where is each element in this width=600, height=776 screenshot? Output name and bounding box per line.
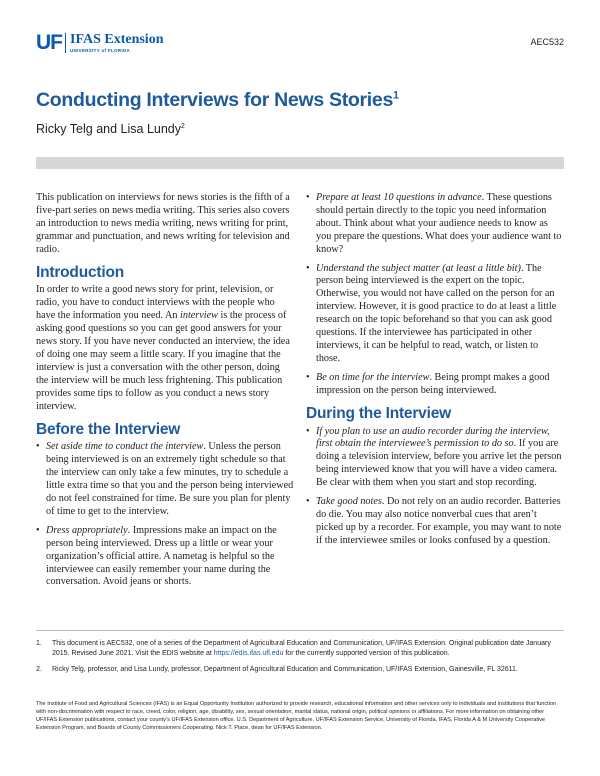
footnote-text: Ricky Telg, professor, and Lisa Lundy, professor, Department of Agricultural Education and Communication, UF/IFAS Extension, Gainesville, FL 32611. xyxy=(52,666,518,673)
list-item-lead: Take good notes xyxy=(316,496,382,508)
authors-text: Ricky Telg and Lisa Lundy xyxy=(36,122,181,136)
list-item-text: . If you are doing a television interview, before you arrive let the person being interviewed know that you will have a video camera. Be clear with them when you start and stop recording. xyxy=(316,438,562,489)
logo-university: UNIVERSITY of FLORIDA xyxy=(70,48,130,53)
list-item-text: . Unless the person being interviewed is on an extremely tight schedule so that the interview can only take a few minutes, try to schedule a little extra time so that you and the person being interviewed do not feel constrained for time. Be sure you plan for plenty of time to get to the interview. xyxy=(46,441,294,517)
during-interview-heading: During the Interview xyxy=(306,404,451,422)
list-item xyxy=(306,192,564,257)
list-item xyxy=(36,525,294,590)
list-item xyxy=(306,372,564,398)
during-interview-list xyxy=(306,426,564,548)
list-item-lead: If you plan to use an audio recorder during the interview, first obtain the interviewee’s permission to do so xyxy=(316,425,550,450)
authors-footnote-ref[interactable]: 2 xyxy=(181,122,185,130)
footnote-text: for the currently supported version of this publication. xyxy=(283,650,450,657)
footnote-1 xyxy=(36,639,564,659)
introduction-term-interview: interview xyxy=(180,310,218,322)
intro-paragraph: This publication on interviews for news stories is the fifth of a five-part series on news media writing. This series also covers an introduction to news media writing, news writing for print, grammar and punctuation, and news writing for television and radio. xyxy=(36,192,290,255)
list-item-text: . These questions should pertain directly to the topic you need information about. Think about what your audience needs to know as you prepare the questions. What does your audience want to know? xyxy=(316,192,562,255)
logo-uf: UF xyxy=(36,31,62,54)
introduction-heading: Introduction xyxy=(36,263,124,281)
logo-divider xyxy=(65,33,66,53)
document-code: AEC532 xyxy=(530,37,564,47)
footnote-divider xyxy=(36,630,564,631)
list-item-lead: Understand the subject matter (at least a little bit) xyxy=(316,262,521,274)
footnote-number: 1. xyxy=(36,640,42,647)
list-item xyxy=(306,496,564,548)
footnote-text: This document is AEC532, one of a series of the Department of Agricultural Education and Communication, UF/IFAS Extension. Original publication date January 2015. Revised June 2021. Visit the EDIS website at xyxy=(52,640,551,657)
introduction-paragraph xyxy=(36,284,294,413)
list-item-text: . The person being interviewed is the expert on the topic. Otherwise, you would not have called on the person for an interview. However, it is good practice to do at least a little research on the topic beforehand so that you can ask good questions. If the interviewee has participated in other interviews, it can be helpful to read, watch, or listen to those. xyxy=(316,262,557,364)
footnotes xyxy=(36,639,564,681)
edis-website-link[interactable]: https://edis.ifas.ufl.edu xyxy=(213,650,284,657)
list-item-lead: Set aside time to conduct the interview xyxy=(46,441,204,453)
list-item-text: . Impressions make an impact on the person being interviewed. Dress up a little or wear your organization’s official attire. A nametag is helpful so the interviewee can easily remember your name during the conversation. Avoid jeans or shorts. xyxy=(46,524,277,588)
list-item-lead: Dress appropriately xyxy=(46,524,128,536)
before-interview-heading: Before the Interview xyxy=(36,420,181,438)
introduction-text-2: is the process of asking good questions so you can get good answers for your news story. If you have never conducted an interview, the idea of doing one may seem a little scary. If you imagine that the interview is just a conversation with the other person, doing the interview will be much less frightening. This publication provides some tips to follow as you conduct a news story interview. xyxy=(36,310,290,412)
legal-notice: The Institute of Food and Agricultural Sciences (IFAS) is an Equal Opportunity Institution authorized to provide research, educational information and other services only to individuals and institutions that function with non-discrimination with respect to race, creed, color, religion, age, disability, sex, sexual orientation, marital status, national origin, political opinions or affiliations. For more information on obtaining other UF/IFAS Extension publications, contact your county’s UF/IFAS Extension office. U.S. Department of Agriculture, UF/IFAS Extension Service, University of Florida, IFAS, Florida A & M University Cooperative Extension Program, and Boards of County Commissioners Cooperating. Nick T. Place, dean for UF/IFAS Extension. xyxy=(36,701,557,731)
footnote-number: 2. xyxy=(36,666,42,673)
left-column xyxy=(36,192,294,595)
introduction-text-1: In order to write a good news story for print, television, or radio, you have to conduct interviews with the people who have the information you need. An xyxy=(36,284,275,322)
title-footnote-ref[interactable]: 1 xyxy=(393,89,399,102)
logo-text xyxy=(70,33,163,53)
before-interview-list-continued xyxy=(306,192,564,398)
right-column xyxy=(306,192,564,554)
list-item xyxy=(306,426,564,491)
list-item-lead: Be on time for the interview xyxy=(316,371,430,383)
list-item xyxy=(306,263,564,366)
page-title xyxy=(36,89,399,112)
ifas-extension-logo xyxy=(36,33,163,53)
list-item-text: . Being prompt makes a good impression on the person being interviewed. xyxy=(316,371,550,396)
header-divider-bar xyxy=(36,157,564,169)
footnote-2 xyxy=(36,665,564,675)
title-text: Conducting Interviews for News Stories xyxy=(36,89,393,111)
before-interview-list xyxy=(36,441,294,589)
authors xyxy=(36,122,185,136)
logo-ifas-extension: IFAS Extension xyxy=(70,32,164,47)
list-item-lead: Prepare at least 10 questions in advance xyxy=(316,192,482,203)
list-item-text: . Do not rely on an audio recorder. Batteries do die. You may also notice nonverbal cues that aren’t picked up by a recorder. For example, you may want to note if the interviewee smiles or looks confused by a question. xyxy=(316,496,562,546)
list-item xyxy=(36,441,294,518)
